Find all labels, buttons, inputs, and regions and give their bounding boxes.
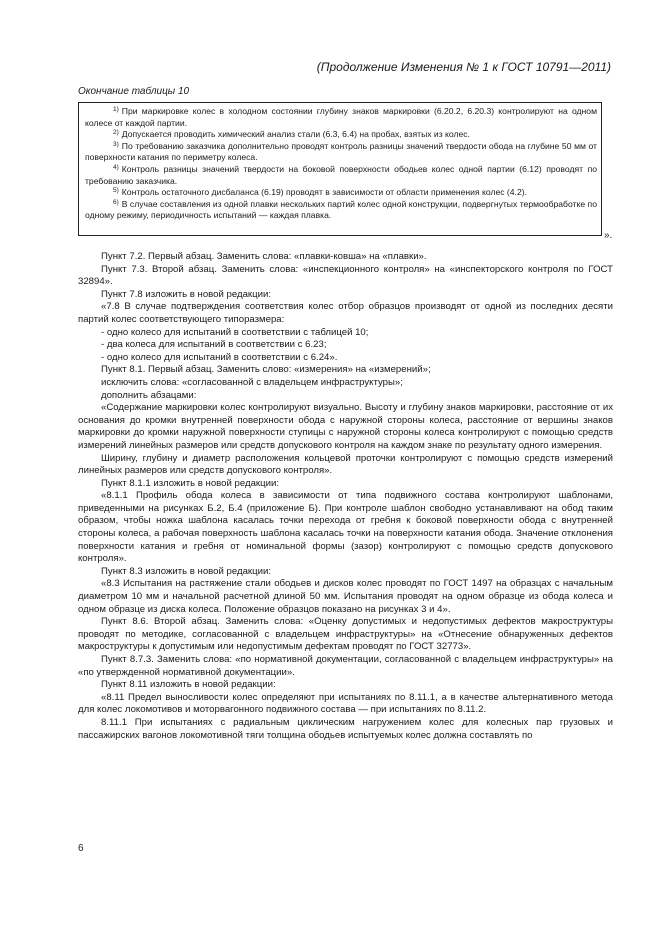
body-paragraph: дополнить абзацами: [101,389,197,401]
table-note [85,164,597,187]
body-paragraph: - одно колесо для испытаний в соответствии с 6.24». [101,351,338,363]
table-caption: Окончание таблицы 10 [78,86,190,97]
note-marker: 2) [113,129,119,137]
body-paragraph: «8.11 Предел выносливости колес определяют при испытаниях по 8.11.1, а в качестве альтернативного метода для колес локомотивов и моторвагонного подвижного состава — при испытаниях по 8.11.2. [78,691,613,716]
body-paragraph: Пункт 8.1.1 изложить в новой редакции: [101,477,279,489]
body-paragraph: Пункт 7.3. Второй абзац. Заменить слова: «инспекционного контроля» на «инспекторского контроля по ГОСТ 32894». [78,263,613,288]
body-paragraph: «7.8 В случае подтверждения соответствия колес отбор образцов производят от одной из последних десяти партий колес соответствующего типоразмера: [78,301,613,325]
table-closing-quote: ». [604,230,613,241]
body-paragraph: исключить слова: «согласованной с владельцем инфраструктуры»; [101,376,403,388]
document-body [78,251,613,742]
note-marker: 1) [113,106,119,113]
body-paragraph: «8.1.1 Профиль обода колеса в зависимости от типа подвижного состава контролируют шаблонами, приведенными на рисунках Б.2, Б.4 (приложение Б). При контроле шаблон свободно устанавливают на обод таким образом, чтобы ножка шаблона касалась точки перехода от гребня к боковой поверхности обода с внутренней стороны колеса, а рабочая поверхность шаблона касалась точки на поверхности катания обода. Значение отклонения поверхности катания и гребня от номинальной формы (зазор) контролируют с помощью средств допускового контроля». [78,490,613,565]
body-paragraph: Пункт 8.3 изложить в новой редакции: [101,565,271,577]
body-paragraph: Пункт 8.11 изложить в новой редакции: [101,679,276,691]
note-text: Допускается проводить химический анализ стали (6.3, 6.4) на пробах, взятых из колес. [121,129,470,140]
table-notes-box [78,102,602,236]
table-note [85,141,597,164]
body-paragraph: Пункт 8.7.3. Заменить слова: «по нормативной документации, согласованной с владельцем инфраструктуры» на «по утвержденной нормативной документации». [78,654,613,678]
document-header: (Продолжение Изменения № 1 к ГОСТ 10791—2011) [316,60,611,74]
note-marker: 3) [113,140,119,148]
note-text: При маркировке колес в холодном состоянии глубину знаков маркировки (6.20.2, 6.20.3) контролируют на одном колесе от каждой партии. [85,106,597,128]
note-marker: 6) [113,198,119,206]
table-note [85,106,597,129]
body-paragraph: - одно колесо для испытаний в соответствии с таблицей 10; [101,326,369,338]
note-marker: 4) [113,163,119,171]
table-note [85,187,597,199]
note-text: Контроль разницы значений твердости на боковой поверхности ободьев колес одной партии (6.12) проводят по требованию заказчика. [85,163,597,186]
table-note [85,199,597,222]
body-paragraph: «Содержание маркировки колес контролируют визуально. Высоту и глубину знаков маркировки, расстояние от их основания до кромки внутренней поверхности обода с наружной стороны колеса, расстояние от вершины знаков маркировки до кромки наружной поверхности ступицы с наружной стороны колеса контролируют с помощью средств измерений линейных размеров или средств допускового контроля на каждом знаке по результату одного измерения. [78,402,613,451]
page-number: 6 [78,843,84,854]
body-paragraph: - два колеса для испытаний в соответствии с 6.23; [101,339,327,351]
note-text: По требованию заказчика дополнительно проводят контроль разницы значений твердости обода на глубине 50 мм от поверхности катания по периметру колеса. [85,140,597,163]
body-paragraph: Пункт 7.8 изложить в новой редакции: [101,288,271,300]
body-paragraph: Ширину, глубину и диаметр расположения кольцевой проточки контролируют с помощью средств измерений линейных размеров или средств допускового контроля». [78,452,613,477]
body-paragraph: 8.11.1 При испытаниях с радиальным циклическим нагружением колес для колесных пар грузовых и пассажирских вагонов локомотивной тяги толщина ободьев испытуемых колес должна составлять по [78,716,613,741]
body-paragraph: Пункт 8.6. Второй абзац. Заменить слова: «Оценку допустимых и недопустимых дефектов макроструктуры проводят по методике, согласованной с владельцем инфраструктуры» на «Отнесение обнаруженных дефектов макроструктуры к допустимым или недопустимым дефектам проводят по ГОСТ 32773». [78,616,613,653]
body-paragraph: «8.3 Испытания на растяжение стали ободьев и дисков колес проводят по ГОСТ 1497 на образцах с начальным диаметром 10 мм и начальной расчетной длиной 50 мм. Испытания проводят на одном образце из обода колеса и одном образце из диска колеса. Положение образцов показано на рисунках 3 и 4». [78,578,613,615]
note-text: В случае составления из одной плавки нескольких партий колес одной конструкции, подвергнутых термообработке по одному режиму, периодичность испытаний — каждая плавка. [85,198,597,221]
body-paragraph: Пункт 7.2. Первый абзац. Заменить слова: «плавки-ковша» на «плавки». [101,251,427,262]
note-text: Контроль остаточного дисбаланса (6.19) проводят в зависимости от области применения колес (4.2). [121,187,527,198]
body-paragraph: Пункт 8.1. Первый абзац. Заменить слово: «измерения» на «измерений»; [101,364,431,376]
table-note [85,129,597,141]
note-marker: 5) [113,187,119,195]
